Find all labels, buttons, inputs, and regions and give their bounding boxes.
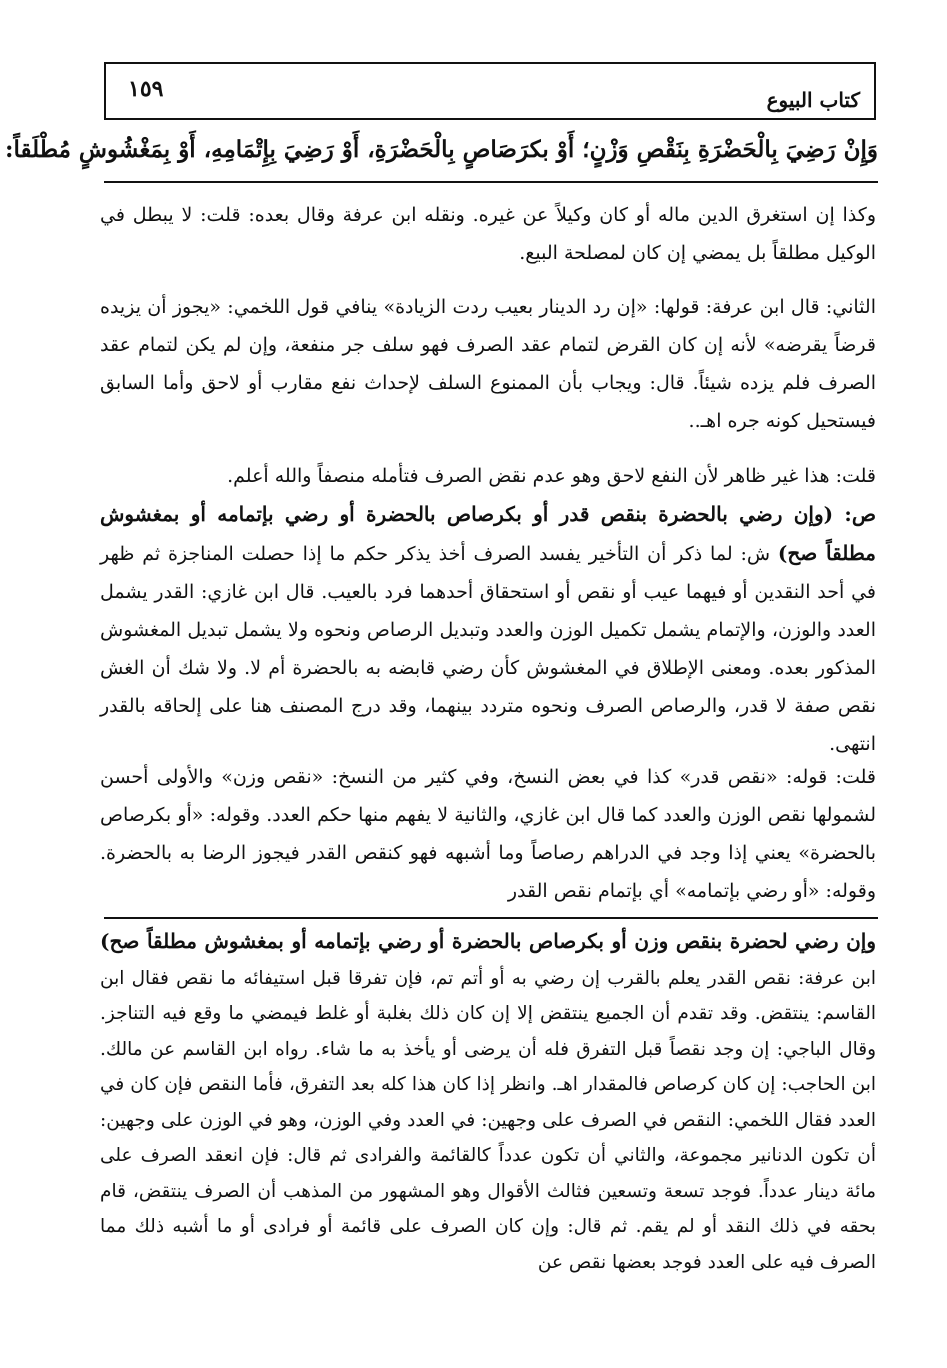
footnote-section [100,924,876,1280]
paragraph-text: وكذا إن استغرق الدين ماله أو كان وكيلاً عن غيره. ونقله ابن عرفة وقال بعده: قلت: لا يبطل في الوكيل مطلقاً بل يمضي إن كان لمصلحة البيع. [100,204,876,264]
quoted-main-text [100,495,876,763]
paragraph-text: قلت: قوله: «نقص قدر» كذا في بعض النسخ، وفي كثير من النسخ: «نقص وزن» والأولى أحسن لشمولها نقص الوزن والعدد كما قال ابن غازي، والثانية لا يفهم منها حكم العدد. وقوله: «أو بكرصاص بالحضرة» يعني إذا وجد في الدراهم رصاصاً وما أشبهه فهو كنقص القدر فيجوز الرضا به بالحضرة. وقوله: «أو رضي بإتمامه» أي بإتمام نقص القدر [100,766,876,902]
commentary-paragraph-1 [100,196,876,272]
divider-top [104,181,878,183]
main-text-verse: وَإِنْ رَضِيَ بِالْحَضْرَةِ بِنَقْصِ وَزْنٍ؛ أَوْ بكرَصَاصٍ بِالْحَضْرَةِ، أَوْ رَضِيَ بِإِتْمَامِهِ، أَوْ بِمَغْشُوشٍ مُطْلَقاً: [4,136,878,163]
page-number: ١٥٩ [128,76,164,102]
commentary-paragraph-3 [100,457,876,763]
commentary-paragraph-2 [100,288,876,440]
paragraph-text: الثاني: قال ابن عرفة: قولها: «إن رد الدينار بعيب ردت الزيادة» ينافي قول اللخمي: «يجوز أن يزيده قرضاً يقرضه» لأنه إن كان القرض لتمام عقد الصرف فهو سلف جر منفعة، وإن لم يكن لتمام عقد الصرف فلم يزده شيئاً. قال: ويجاب بأن الممنوع السلف لإحداث نفع مقارب أو لاحق وأما السابق فيستحيل كونه جره اهـ.. [100,296,876,432]
divider-footnote [104,917,878,919]
footnote-text [100,924,876,1280]
quoted-matn: ص: (وإن رضي بالحضرة بنقص قدر أو بكرصاص بالحضرة أو رضي بإتمامه أو بمغشوش مطلقاً صح) [100,502,876,565]
footnote-body: ابن عرفة: نقص القدر يعلم بالقرب إن رضي به أو أتم تم، فإن تفرقا قبل استيفائه ما نقص فقال ابن القاسم: ينتقض. وقد تقدم أن الجميع ينتقض إلا إن كان ذلك بغلبة أو غلط فيمضي ما وقع فيه التناجز. وقال الباجي: إن وجد نقصاً قبل التفرق فله أن يرضى أو يأخذ به ما شاء. رواه ابن القاسم عن مالك. ابن الحاجب: إن كان كرصاص فالمقدار اهـ. وانظر إذا كان هذا كله بعد التفرق، فأما النقص فإن كان في العدد فقال اللخمي: النقص في الصرف على وجهين: في العدد وفي الوزن، وهو في الوزن على وجهين: أن تكون الدنانير مجموعة، والثاني أن تكون عدداً كالقائمة والفرادى ثم قال: فإن انعقد الصرف على مائة دينار عدداً. فوجد تسعة وتسعين فثالث الأقوال وهو المشهور من المذهب أن الصرف ينتقض، قام بحقه في ذلك النقد أو لم يقم. ثم قال: وإن كان الصرف على قائمة أو فرادى أو ما أشبه ذلك مما الصرف فيه على العدد فوجد بعضها نقص عن [100,967,876,1273]
explanation-text: ش: لما ذكر أن التأخير يفسد الصرف أخذ يذكر حكم ما إذا حصلت المناجزة ثم ظهر في أحد النقدين أو فيهما عيب أو نقص أو استحقاق أحدهما فرد بالعيب. قال ابن غازي: القدر يشمل العدد والوزن، والإتمام يشمل تكميل الوزن والعدد وتبديل الرصاص ونحوه ولا يشمل تبديل المغشوش المذكور بعده. ومعنى الإطلاق في المغشوش كأن رضي قابضه به بالحضرة أم لا. ولا شك أن الغش نقص صفة لا قدر، والرصاص الصرف ونحوه متردد بينهما، وقد درج المصنف هنا على إلحاقه بالقدر انتهى. [100,543,876,755]
paragraph-text: قلت: هذا غير ظاهر لأن النفع لاحق وهو عدم نقض الصرف فتأمله منصفاً والله أعلم. [227,465,876,487]
running-header [104,62,876,120]
chapter-title: كتاب البيوع [766,88,860,112]
commentary-paragraph-4 [100,758,876,910]
footnote-lead: وإن رضي لحضرة بنقص وزن أو بكرصاص بالحضرة أو رضي بإتمامه أو بمغشوش مطلقاً صح) [100,929,876,953]
